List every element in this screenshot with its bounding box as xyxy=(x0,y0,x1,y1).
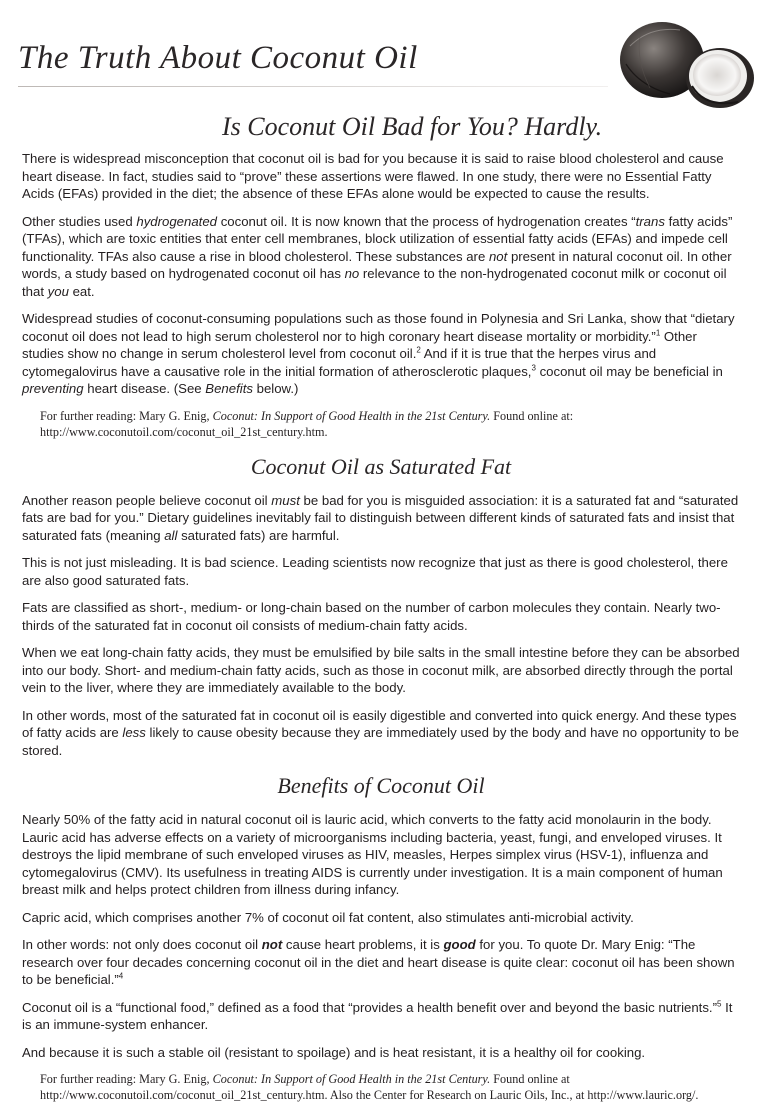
article-content xyxy=(22,112,740,1111)
footnote-ref: 2 xyxy=(416,345,421,355)
footnote-ref: 4 xyxy=(118,971,124,981)
section-heading-bad-for-you: Is Coconut Oil Bad for You? Hardly. xyxy=(222,112,603,141)
footnote-ref: 1 xyxy=(655,328,661,338)
paragraph: Other studies used hydrogenated coconut oil. It is now known that the process of hydrogenation creates “trans fatty acids” (TFAs), which are toxic entities that enter cell membranes, block utilization of essential fatty acids (EFAs) and impede cell functionality. TFAs also cause a rise in blood cholesterol. These substances are not present in natural coconut oil. In other words, a study based on hydrogenated coconut oil has no relevance to the non-hydrogenated coconut milk or coconut oil that you eat. xyxy=(22,213,733,299)
paragraph: In other words, most of the saturated fat in coconut oil is easily digestible and converted into quick energy. And these types of fatty acids are less likely to cause obesity because they are immediately used by the body and have no opportunity to be stored. xyxy=(22,707,739,758)
paragraph: This is not just misleading. It is bad science. Leading scientists now recognize that just as there is good cholesterol, there are also good saturated fats. xyxy=(22,555,728,588)
paragraph: When we eat long-chain fatty acids, they must be emulsified by bile salts in the small intestine before they can be absorbed into our body. Short- and medium-chain fatty acids, such as those in coconut milk, are absorbed directly through the portal vein to the liver, where they are immediately available to the body. xyxy=(22,645,740,695)
section-heading-benefits: Benefits of Coconut Oil xyxy=(277,773,485,798)
title-underline xyxy=(18,86,608,87)
paragraph: Widespread studies of coconut-consuming populations such as those found in Polynesia and Sri Lanka, show that “dietary coconut oil does not lead to high serum cholesterol nor to high coronary heart disease mortality or morbidity.”$^1$ Other studies show no change in serum cholesterol level from coconut oil.$^2$ And if it is true that the herpes virus and cytomegalovirus have a causative role in the initial formation of atherosclerotic plaques,$^3$ coconut oil may be beneficial in preventing heart disease. (See Benefits below.) xyxy=(22,311,735,396)
paragraph: Coconut oil is a “functional food,” defined as a food that “provides a health benefit over and beyond the basic nutrients.”$^5$ It is an immune-system enhancer. xyxy=(22,999,733,1032)
further-reading: For further reading: Mary G. Enig, Coconut: In Support of Good Health in the 21st Century. Found online at: http://www.coconutoil.com/coconut_oil_21st_century.htm. xyxy=(40,408,574,439)
paragraph: Fats are classified as short-, medium- or long-chain based on the number of carbon molecules they contain. Nearly two-thirds of the saturated fat in coconut oil consists of medium-chain fatty acids. xyxy=(22,600,721,633)
paragraph: In other words: not only does coconut oil not cause heart problems, it is good for you. To quote Dr. Mary Enig: “The research over four decades concerning coconut oil in the diet and heart disease is quite clear: coconut oil has been shown to be beneficial.”$^4$ xyxy=(22,937,735,987)
page-title: The Truth About Coconut Oil xyxy=(18,40,418,76)
paragraph: There is widespread misconception that coconut oil is bad for you because it is said to raise blood cholesterol and cause heart disease. In fact, studies said to “prove” these assertions were flawed. In one study, there were no Essential Fatty Acids (EFAs) provided in the diet; the absence of these EFAs alone would be expected to cause the results. xyxy=(22,151,724,201)
coconut-illustration xyxy=(610,16,760,116)
paragraph: And because it is such a stable oil (resistant to spoilage) and is heat resistant, it is a healthy oil for cooking. xyxy=(22,1044,646,1060)
footnote-ref: 3 xyxy=(531,363,536,373)
further-reading: For further reading: Mary G. Enig, Coconut: In Support of Good Health in the 21st Century. Found online at http://www.coconutoil.com/coconut_oil_21st_century.htm. Also the Center for Research on Lauric Oils, Inc., at http://www.lauric.org/. xyxy=(40,1072,699,1102)
footnote-ref: 5 xyxy=(716,999,722,1009)
section-heading-saturated-fat: Coconut Oil as Saturated Fat xyxy=(250,453,512,479)
paragraph: Capric acid, which comprises another 7% of coconut oil fat content, also stimulates anti-microbial activity. xyxy=(22,909,634,925)
paragraph: Nearly 50% of the fatty acid in natural coconut oil is lauric acid, which converts to the fatty acid monolaurin in the body. Lauric acid has adverse effects on a variety of microorganisms including bacteria, yeast, fungi, and enveloped viruses. It destroys the lipid membrane of such enveloped viruses as HIV, measles, Herpes simplex virus (HSV-1), influenza and cytomegalovirus (CMV). Its usefulness in treating AIDS is currently under investigation. It is a main component of human breast milk and helps protect children from illness during infancy. xyxy=(22,812,723,897)
paragraph: Another reason people believe coconut oil must be bad for you is misguided association: it is a saturated fat and “saturated fats are bad for you.” Dietary guidelines inevitably fail to distinguish between different kinds of saturated fats and insist that saturated fats (meaning all saturated fats) are harmful. xyxy=(22,492,739,543)
